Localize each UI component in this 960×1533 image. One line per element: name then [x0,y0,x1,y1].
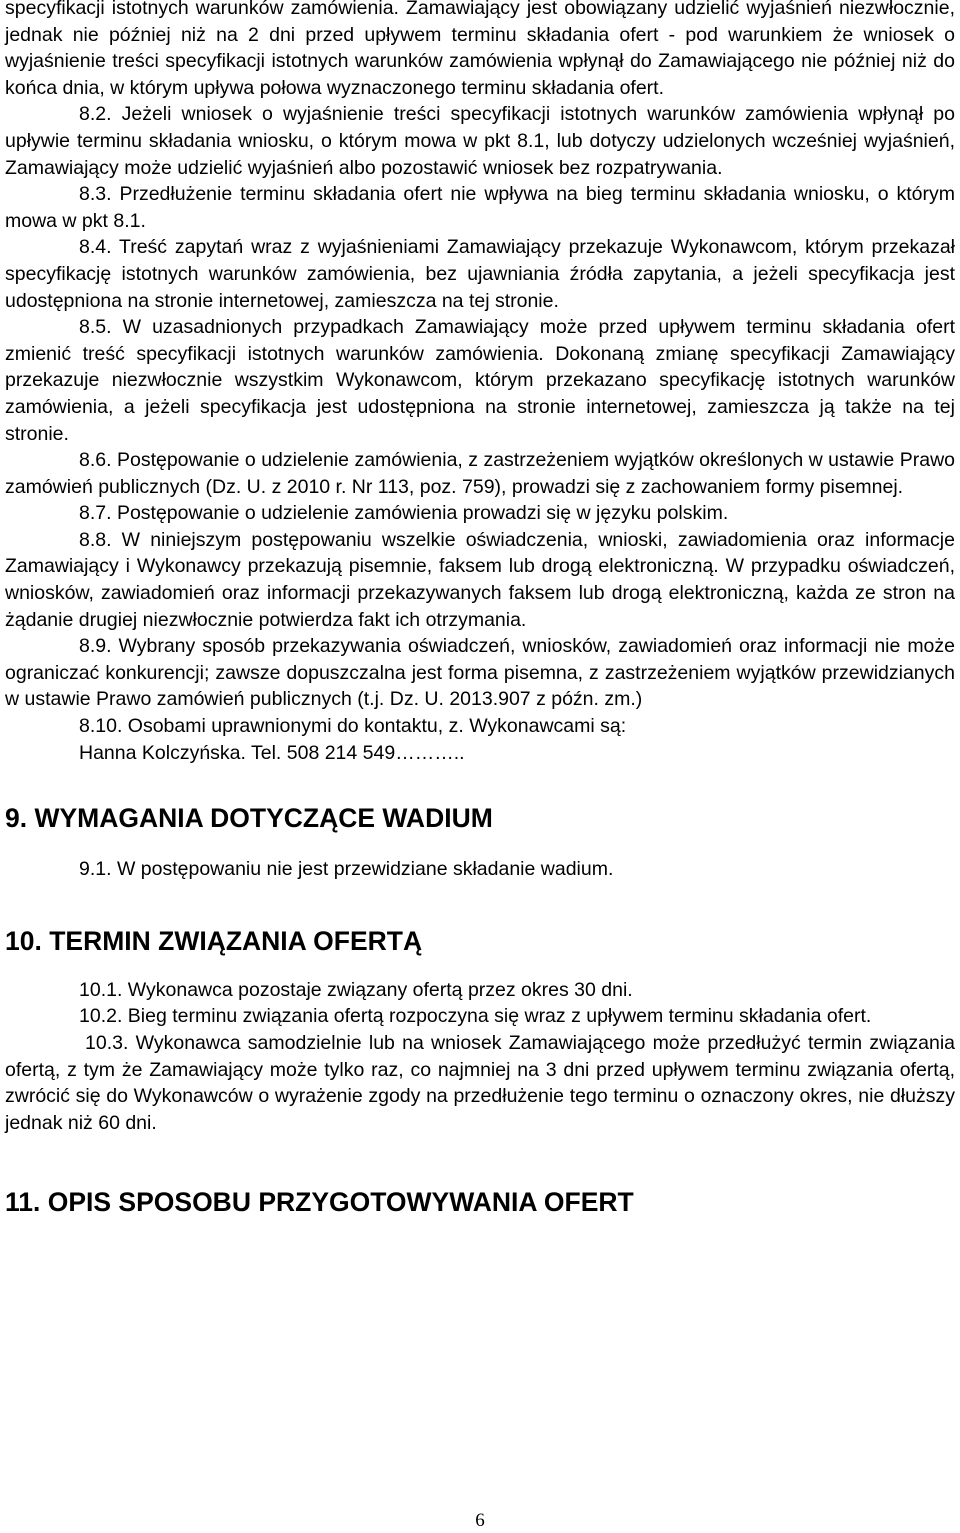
paragraph-8-6: 8.6. Postępowanie o udzielenie zamówienia, z zastrzeżeniem wyjątków określonych w ustawie Prawo zamówień publicznych (Dz. U. z 2010 r. Nr 113, poz. 759), prowadzi się z zachowaniem formy pisemnej. [5,449,955,498]
document-page [5,0,955,1218]
section-11-heading: 11. OPIS SPOSOBU PRZYGOTOWYWANIA OFERT [5,1187,634,1218]
paragraph-8-2: 8.2. Jeżeli wniosek o wyjaśnienie treści specyfikacji istotnych warunków zamówienia wpłynął po upływie terminu składania wniosku, o którym mowa w pkt 8.1, lub dotyczy udzielonych wcześniej wyjaśnień, Zamawiający może udzielić wyjaśnień albo pozostawić wniosek bez rozpatrywania. [5,103,955,179]
paragraph-8-8: 8.8. W niniejszym postępowaniu wszelkie oświadczenia, wnioski, zawiadomienia oraz informacje Zamawiający i Wykonawcy przekazują pisemnie, faksem lub drogą elektroniczną. W przypadku oświadczeń, wniosków, zawiadomień oraz informacji przekazywanych faksem lub drogą elektroniczną, każda ze stron na żądanie drugiej niezwłocznie potwierdza fakt ich otrzymania. [5,528,955,631]
paragraph-10-3: 10.3. Wykonawca samodzielnie lub na wniosek Zamawiającego może przedłużyć termin związania ofertą, z tym że Zamawiający może tylko raz, co najmniej na 3 dni przed upływem terminu związania ofertą, zwrócić się do Wykonawców o wyrażenie zgody na przedłużenie tego terminu o oznaczony okres, nie dłuższy jednak niż 60 dni. [5,1032,955,1134]
section-9-heading: 9. WYMAGANIA DOTYCZĄCE WADIUM [5,803,493,834]
contact-person: Hanna Kolczyńska. Tel. 508 214 549……….. [79,741,465,764]
paragraph-10-1: 10.1. Wykonawca pozostaje związany ofertą przez okres 30 dni. [79,978,633,1001]
section-10-heading: 10. TERMIN ZWIĄZANIA OFERTĄ [5,925,423,956]
paragraph-8-3: 8.3. Przedłużenie terminu składania ofert nie wpływa na bieg terminu składania wniosku, o którym mowa w pkt 8.1. [5,183,955,232]
page-number: 6 [475,1510,485,1531]
paragraph-9-1: 9.1. W postępowaniu nie jest przewidziane składanie wadium. [79,858,614,881]
paragraph-8-4: 8.4. Treść zapytań wraz z wyjaśnieniami Zamawiający przekazuje Wykonawcom, którym przekazał specyfikację istotnych warunków zamówienia, bez ujawniania źródła zapytania, a jeżeli specyfikacja jest udostępniona na stronie internetowej, zamieszcza na tej stronie. [5,236,955,312]
paragraph-8-10: 8.10. Osobami uprawnionymi do kontaktu, z. Wykonawcami są: [79,715,627,738]
paragraph-8-5: 8.5. W uzasadnionych przypadkach Zamawiający może przed upływem terminu składania ofert zmienić treść specyfikacji istotnych warunków zamówienia. Dokonaną zmianę specyfikacji Zamawiający przekazuje niezwłocznie wszystkim Wykonawcom, którym przekazano specyfikację istotnych warunków zamówienia, a jeżeli specyfikacja jest udostępniona na stronie internetowej, zamieszcza ją także na tej stronie. [5,316,955,445]
paragraph-8-1-continuation: specyfikacji istotnych warunków zamówienia. Zamawiający jest obowiązany udzielić wyjaśnień niezwłocznie, jednak nie później niż na 2 dni przed upływem terminu składania ofert - pod warunkiem że wniosek o wyjaśnienie treści specyfikacji istotnych warunków zamówienia wpłynął do Zamawiającego nie później niż do końca dnia, w którym upływa połowa wyznaczonego terminu składania ofert. [5,0,955,99]
paragraph-8-9: 8.9. Wybrany sposób przekazywania oświadczeń, wniosków, zawiadomień oraz informacji nie może ograniczać konkurencji; zawsze dopuszczalna jest forma pisemna, z zastrzeżeniem wyjątków przewidzianych w ustawie Prawo zamówień publicznych (t.j. Dz. U. 2013.907 z późn. zm.) [5,635,955,711]
paragraph-10-2: 10.2. Bieg terminu związania ofertą rozpoczyna się wraz z upływem terminu składania ofert. [79,1005,872,1028]
paragraph-8-7: 8.7. Postępowanie o udzielenie zamówienia prowadzi się w języku polskim. [79,502,729,525]
